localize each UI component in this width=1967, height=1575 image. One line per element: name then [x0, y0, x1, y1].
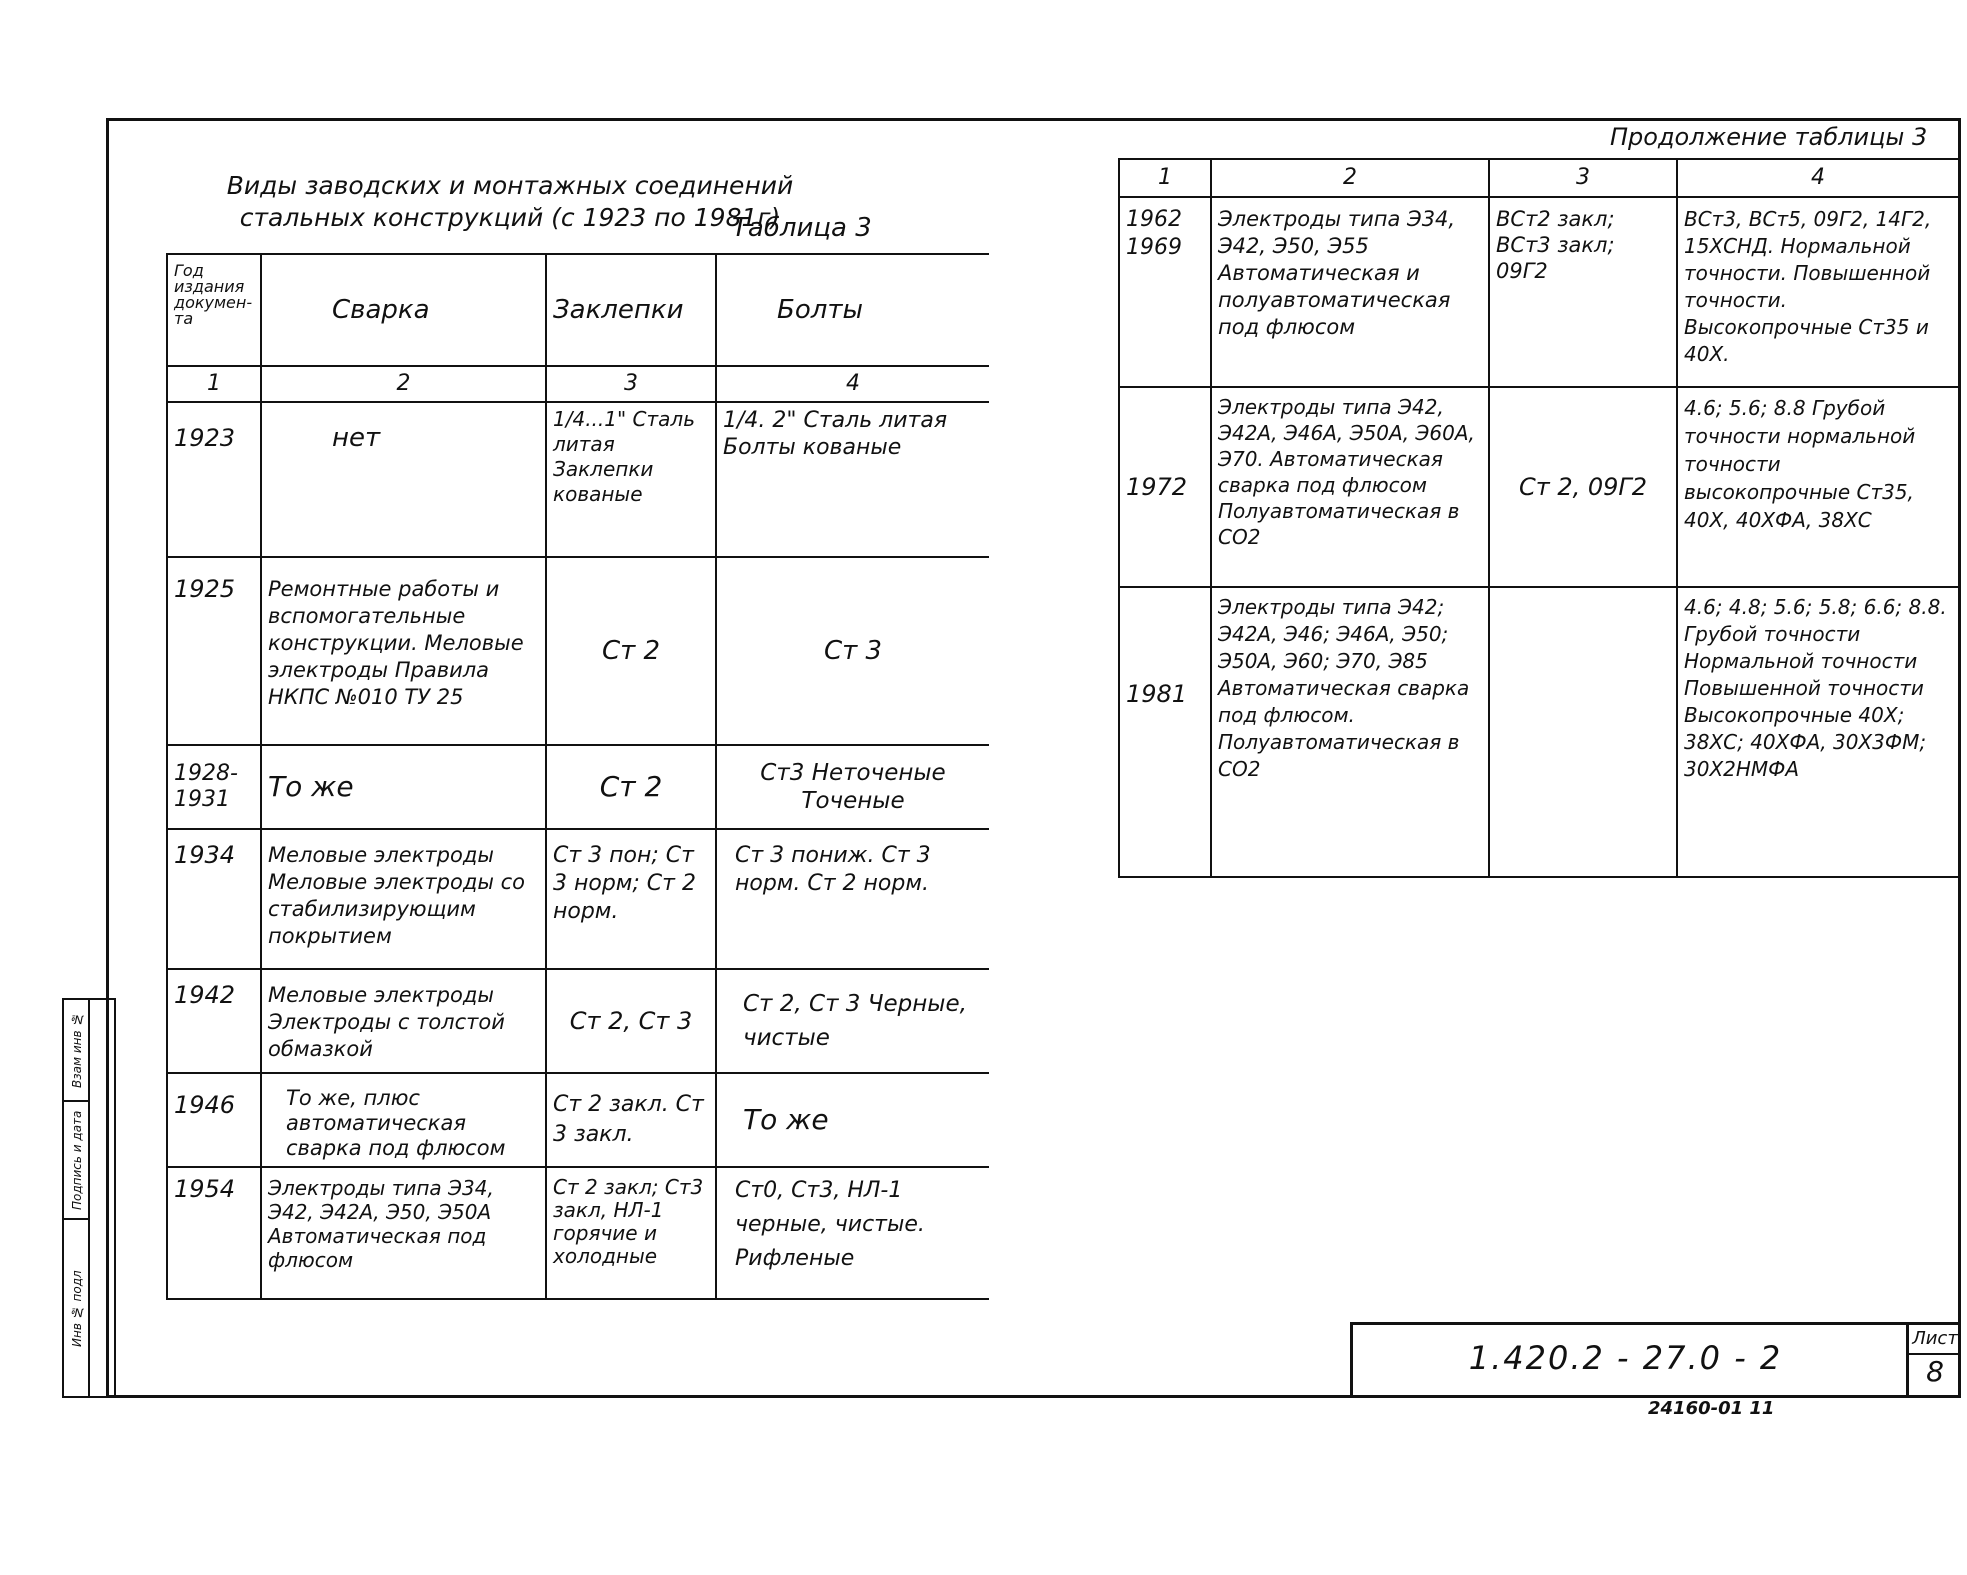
cell-year: 1923: [167, 402, 261, 557]
cell-bolts: Ст 3 пониж. Ст 3 норм. Ст 2 норм.: [716, 829, 989, 969]
cell-welding: нет: [261, 402, 546, 557]
header-year: Год издания докумен-та: [167, 254, 261, 366]
table-row: [167, 829, 989, 969]
cell-welding: Электроды типа Э42; Э42А, Э46; Э46А, Э50; Э50А, Э60; Э70, Э85 Автоматическая сварка под флюсом. Полуавтоматическая в СО2: [1211, 587, 1489, 877]
col-num: 2: [1211, 159, 1489, 197]
cell-rivets: Ст 2, Ст 3: [546, 969, 716, 1073]
table-row: [167, 745, 989, 829]
cell-year: 1925: [167, 557, 261, 745]
cell-rivets: 1/4...1" Сталь литая Заклепки кованые: [546, 402, 716, 557]
cell-welding: То же: [261, 745, 546, 829]
cell-year: 1946: [167, 1073, 261, 1167]
column-number-row: [1119, 159, 1959, 197]
table-label: Таблица 3: [732, 213, 872, 243]
footer-code: 24160-01 11: [1648, 1398, 1775, 1419]
cell-rivets: Ст 2, 09Г2: [1489, 387, 1677, 587]
cell-year: 1928-1931: [167, 745, 261, 829]
cell-bolts: Ст0, Ст3, НЛ-1 черные, чистые. Рифленые: [716, 1167, 989, 1299]
table-row: [167, 1073, 989, 1167]
cell-bolts: Ст 3: [716, 557, 989, 745]
stamp-sign-date: Подпись и дата: [70, 1110, 84, 1210]
document-title: [195, 170, 825, 234]
col-num: 3: [546, 366, 716, 402]
cell-year: 1981: [1119, 587, 1211, 877]
continuation-label: Продолжение таблицы 3: [1610, 123, 1928, 151]
stamp-replace-inv: Взам инв №: [70, 1012, 84, 1088]
connections-table-right: [1118, 158, 1960, 878]
side-stamp: [62, 998, 116, 1398]
cell-bolts: 1/4. 2" Сталь литая Болты кованые: [716, 402, 989, 557]
stamp-divider: [64, 1218, 88, 1220]
cell-bolts: 4.6; 5.6; 8.8 Грубой точности нормальной точности высокопрочные Ст35, 40Х, 40ХФА, 38ХС: [1677, 387, 1959, 587]
sheet-box: [1906, 1325, 1961, 1398]
col-num: 3: [1489, 159, 1677, 197]
cell-welding: Электроды типа Э42, Э42А, Э46А, Э50А, Э60А, Э70. Автоматическая сварка под флюсом Полуавтоматическая в СО2: [1211, 387, 1489, 587]
cell-year: 1962 1969: [1119, 197, 1211, 387]
table-row: [1119, 587, 1959, 877]
cell-rivets: Ст 3 пон; Ст 3 норм; Ст 2 норм.: [546, 829, 716, 969]
col-num: 2: [261, 366, 546, 402]
cell-year: 1972: [1119, 387, 1211, 587]
cell-rivets: Ст 2: [546, 557, 716, 745]
title-line-1: Виды заводских и монтажных соединений: [226, 171, 794, 200]
title-line-2: стальных конструкций (с 1923 по 1981г): [239, 203, 781, 232]
sheet-number: 8: [1926, 1355, 1944, 1388]
table-row: [167, 1167, 989, 1299]
cell-rivets: ВСт2 закл; ВСт3 закл; 09Г2: [1489, 197, 1677, 387]
col-num: 4: [716, 366, 989, 402]
cell-welding: Электроды типа Э34, Э42, Э42А, Э50, Э50А Автоматическая под флюсом: [261, 1167, 546, 1299]
column-number-row: [167, 366, 989, 402]
col-num: 1: [167, 366, 261, 402]
cell-bolts: То же: [716, 1073, 989, 1167]
cell-year: 1954: [167, 1167, 261, 1299]
col-num: 1: [1119, 159, 1211, 197]
table-header-row: [167, 254, 989, 366]
connections-table-left: [166, 253, 989, 1300]
header-bolts: Болты: [716, 254, 989, 366]
table-row: [1119, 197, 1959, 387]
cell-rivets: Ст 2 закл; Ст3 закл, НЛ-1 горячие и холодные: [546, 1167, 716, 1299]
cell-year: 1934: [167, 829, 261, 969]
header-welding: Сварка: [261, 254, 546, 366]
cell-bolts: Ст 2, Ст 3 Черные, чистые: [716, 969, 989, 1073]
stamp-inv-no: Инв № подл: [70, 1270, 84, 1348]
sheet-label: Лист: [1909, 1325, 1961, 1355]
cell-welding: Меловые электроды Меловые электроды со стабилизирующим покрытием: [261, 829, 546, 969]
title-block: [1350, 1322, 1961, 1398]
table-row: [167, 402, 989, 557]
stamp-divider: [64, 1100, 88, 1102]
cell-rivets: Ст 2: [546, 745, 716, 829]
cell-year: 1942: [167, 969, 261, 1073]
cell-bolts: Ст3 Неточеные Точеные: [716, 745, 989, 829]
cell-welding: Ремонтные работы и вспомогательные конструкции. Меловые электроды Правила НКПС №010 ТУ 25: [261, 557, 546, 745]
cell-rivets: Ст 2 закл. Ст 3 закл.: [546, 1073, 716, 1167]
table-row: [167, 969, 989, 1073]
cell-welding: То же, плюс автоматическая сварка под флюсом: [261, 1073, 546, 1167]
col-num: 4: [1677, 159, 1959, 197]
table-row: [1119, 387, 1959, 587]
header-rivets: Заклепки: [546, 254, 716, 366]
cell-welding: Меловые электроды Электроды с толстой обмазкой: [261, 969, 546, 1073]
cell-rivets: [1489, 587, 1677, 877]
document-code: 1.420.2 - 27.0 - 2: [1468, 1339, 1783, 1377]
cell-bolts: ВСт3, ВСт5, 09Г2, 14Г2, 15ХСНД. Нормальной точности. Повышенной точности. Высокопрочные Ст35 и 40Х.: [1677, 197, 1959, 387]
table-row: [167, 557, 989, 745]
cell-bolts: 4.6; 4.8; 5.6; 5.8; 6.6; 8.8. Грубой точности Нормальной точности Повышенной точности Высокопрочные 40Х; 38ХС; 40ХФА, 30Х3ФМ; 30Х2НМФА: [1677, 587, 1959, 877]
cell-welding: Электроды типа Э34, Э42, Э50, Э55 Автоматическая и полуавтоматическая под флюсом: [1211, 197, 1489, 387]
